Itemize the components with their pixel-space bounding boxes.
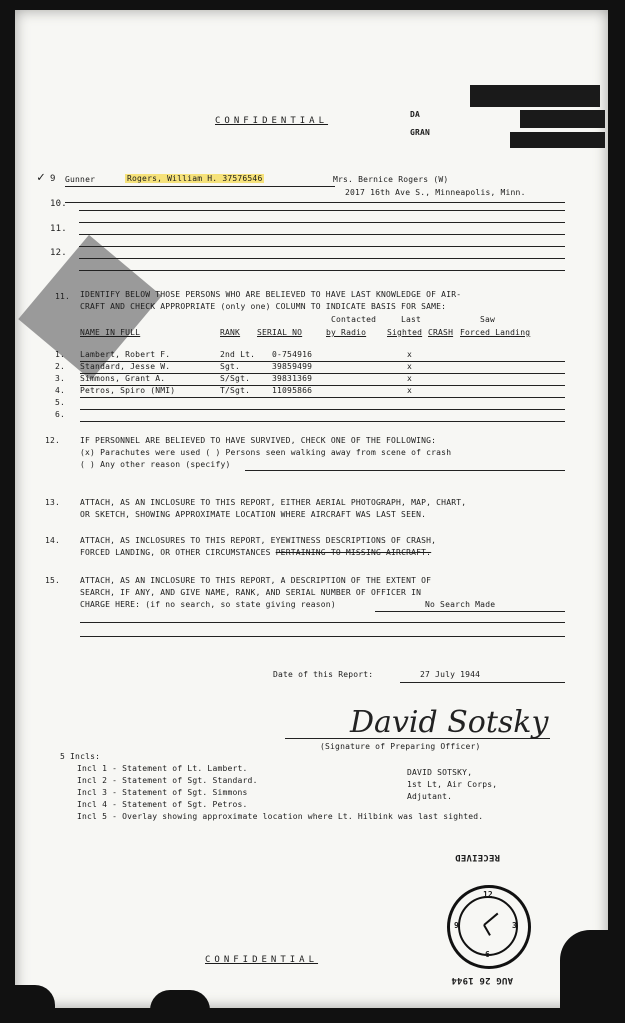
section-15-text-1: ATTACH, AS AN INCLOSURE TO THIS REPORT, A DESCRIPTION OF THE EXTENT OF xyxy=(80,576,432,585)
received-clock-stamp: 12 3 6 9 xyxy=(447,885,531,969)
section-14-text-2: FORCED LANDING, OR OTHER CIRCUMSTANCES PERTAINING TO MISSING AIRCRAFT. xyxy=(80,548,432,557)
page-title: CONFIDENTIAL xyxy=(215,116,329,126)
row-serial: 39831369 xyxy=(272,374,313,383)
line-9-rank: Gunner xyxy=(65,175,96,184)
row-num: 5. xyxy=(55,398,66,407)
row-num: 2. xyxy=(55,362,66,371)
section-12-text-1: IF PERSONNEL ARE BELIEVED TO HAVE SURVIVED, CHECK ONE OF THE FOLLOWING: xyxy=(80,436,437,445)
signature-label: (Signature of Preparing Officer) xyxy=(320,742,481,751)
section-15-number: 15. xyxy=(45,576,61,585)
line-12-number: 12. xyxy=(50,248,67,258)
line-9-contact: Mrs. Bernice Rogers (W) xyxy=(333,175,449,184)
row-mark: x xyxy=(407,386,413,395)
section-14-number: 14. xyxy=(45,536,61,545)
col-serial: SERIAL NO xyxy=(257,328,303,337)
col-rank: RANK xyxy=(220,328,241,337)
section-11-number: 11. xyxy=(55,292,71,301)
inclosure-item: Incl 3 - Statement of Sgt. Simmons xyxy=(77,788,248,797)
torn-edge xyxy=(560,930,610,1010)
inclosure-item: Incl 2 - Statement of Sgt. Standard. xyxy=(77,776,258,785)
section-12-number: 12. xyxy=(45,436,61,445)
line-9-name: Rogers, William H. 37576546 xyxy=(127,174,263,183)
line-10-number: 10. xyxy=(50,199,67,209)
col-name: NAME IN FULL xyxy=(80,328,141,337)
section-12-text-3: ( ) Any other reason (specify) xyxy=(80,460,231,469)
row-num: 1. xyxy=(55,350,66,359)
row-name: Lambert, Robert F. xyxy=(80,350,171,359)
col-sighted: Sighted xyxy=(387,328,423,337)
row-num: 6. xyxy=(55,410,66,419)
line-9-number: 9 xyxy=(50,174,56,184)
col-forced: Forced Landing xyxy=(460,328,531,337)
section-15-text-3: CHARGE HERE: (if no search, so state giving reason) xyxy=(80,600,336,609)
torn-edge xyxy=(150,990,210,1010)
classification-stamp xyxy=(410,80,610,150)
row-mark: x xyxy=(407,374,413,383)
section-13-number: 13. xyxy=(45,498,61,507)
date-label: Date of this Report: xyxy=(273,670,374,679)
row-serial: 0-754916 xyxy=(272,350,313,359)
officer-title: Adjutant. xyxy=(407,792,453,801)
signature: David Sotsky xyxy=(350,705,549,740)
row-mark: x xyxy=(407,362,413,371)
row-num: 3. xyxy=(55,374,66,383)
officer-name: DAVID SOTSKY, xyxy=(407,768,473,777)
row-num: 4. xyxy=(55,386,66,395)
section-12-text-2: (x) Parachutes were used ( ) Persons seen walking away from scene of crash xyxy=(80,448,452,457)
checkmark: ✓ xyxy=(37,170,46,185)
row-name: Petros, Spiro (NMI) xyxy=(80,386,176,395)
stamp-text-1: DA xyxy=(410,110,421,119)
received-label: RECEIVED xyxy=(455,852,500,862)
row-serial: 39859499 xyxy=(272,362,313,371)
search-answer: No Search Made xyxy=(425,600,496,609)
section-13-text-2: OR SKETCH, SHOWING APPROXIMATE LOCATION WHERE AIRCRAFT WAS LAST SEEN. xyxy=(80,510,427,519)
row-rank: T/Sgt. xyxy=(220,386,251,395)
col-saw: Saw xyxy=(480,315,496,324)
inclosure-item: Incl 5 - Overlay showing approximate location where Lt. Hilbink was last sighted. xyxy=(77,812,484,821)
section-13-text-1: ATTACH, AS AN INCLOSURE TO THIS REPORT, EITHER AERIAL PHOTOGRAPH, MAP, CHART, xyxy=(80,498,467,507)
col-radio: by Radio xyxy=(326,328,367,337)
line-11-number: 11. xyxy=(50,224,67,234)
row-name: Simmons, Grant A. xyxy=(80,374,166,383)
section-15-text-2: SEARCH, IF ANY, AND GIVE NAME, RANK, AND SERIAL NUMBER OF OFFICER IN xyxy=(80,588,422,597)
row-rank: S/Sgt. xyxy=(220,374,251,383)
footer-confidential: CONFIDENTIAL xyxy=(205,955,319,965)
row-name: Standard, Jesse W. xyxy=(80,362,171,371)
row-rank: Sgt. xyxy=(220,362,241,371)
col-last: Last xyxy=(401,315,422,324)
col-crash: CRASH xyxy=(428,328,454,337)
section-11-text-2: CRAFT AND CHECK APPROPRIATE (only one) COLUMN TO INDICATE BASIS FOR SAME: xyxy=(80,302,447,311)
stamp-text-2: GRAN xyxy=(410,128,431,137)
date-value: 27 July 1944 xyxy=(420,670,481,679)
section-11-text-1: IDENTIFY BELOW THOSE PERSONS WHO ARE BELIEVED TO HAVE LAST KNOWLEDGE OF AIR- xyxy=(80,290,462,299)
document-page xyxy=(15,10,608,1008)
received-date: AUG 26 1944 xyxy=(451,975,513,985)
section-14-text-1: ATTACH, AS INCLOSURES TO THIS REPORT, EYEWITNESS DESCRIPTIONS OF CRASH, xyxy=(80,536,437,545)
row-rank: 2nd Lt. xyxy=(220,350,256,359)
line-9-address: 2017 16th Ave S., Minneapolis, Minn. xyxy=(345,188,526,197)
inclosures-header: 5 Incls: xyxy=(60,752,101,761)
row-mark: x xyxy=(407,350,413,359)
inclosure-item: Incl 1 - Statement of Lt. Lambert. xyxy=(77,764,248,773)
inclosure-item: Incl 4 - Statement of Sgt. Petros. xyxy=(77,800,248,809)
col-contacted: Contacted xyxy=(331,315,377,324)
row-serial: 11095866 xyxy=(272,386,313,395)
officer-rank: 1st Lt, Air Corps, xyxy=(407,780,498,789)
